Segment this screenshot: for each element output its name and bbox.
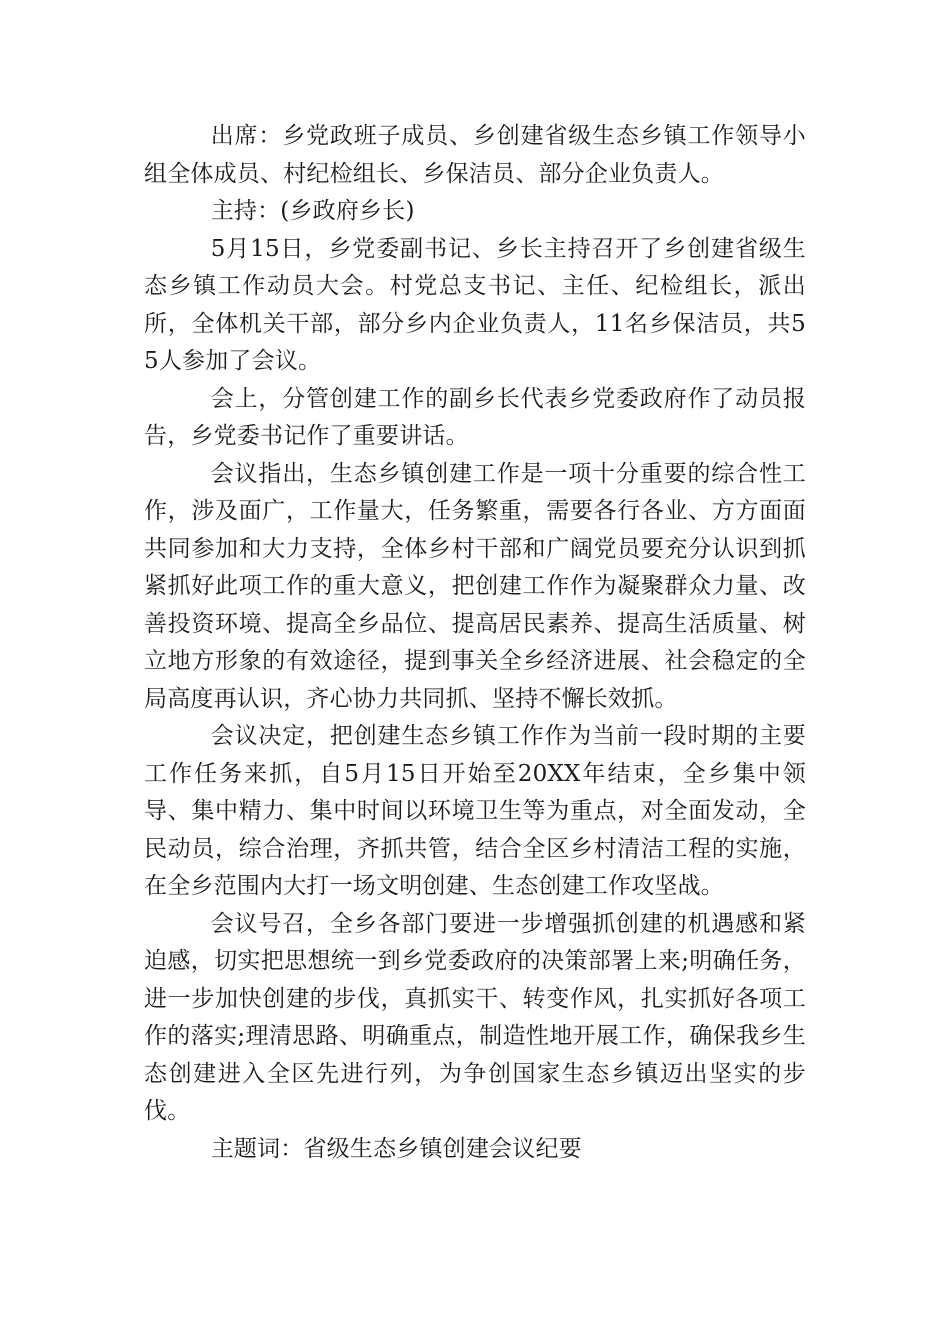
host-paragraph: 主持：(乡政府乡长) bbox=[210, 198, 415, 224]
meeting-decision-paragraph: 会议决定，把创建生态乡镇工作作为当前一段时期的主要工作任务来抓，自5月15日开始至20XX年结束，全乡集中领导、集中精力、集中时间以环境卫生等为重点，对全面发动，全民动员，综合治理，齐抓共管，结合全区乡村清洁工程的实施，在全乡范围内大打一场文明创建、生态创建工作攻坚战。 bbox=[144, 723, 806, 899]
document-page bbox=[144, 118, 806, 1168]
meeting-points-paragraph: 会议指出，生态乡镇创建工作是一项十分重要的综合性工作，涉及面广，工作量大，任务繁重，需要各行各业、方方面面共同参加和大力支持，全体乡村干部和广阔党员要充分认识到抓紧抓好此项工作的重大意义，把创建工作作为凝聚群众力量、改善投资环境、提高全乡品位、提高居民素养、提高生活质量、树立地方形象的有效途径，提到事关全乡经济进展、社会稳定的全局高度再认识，齐心协力共同抓、坚持不懈长效抓。 bbox=[144, 460, 806, 712]
meeting-intro-paragraph: 5月15日，乡党委副书记、乡长主持召开了乡创建省级生态乡镇工作动员大会。村党总支书记、主任、纪检组长，派出所，全体机关干部，部分乡内企业负责人，11名乡保洁员，共55人参加了会议。 bbox=[144, 235, 806, 374]
attendees-paragraph: 出席：乡党政班子成员、乡创建省级生态乡镇工作领导小组全体成员、村纪检组长、乡保洁员、部分企业负责人。 bbox=[144, 123, 806, 187]
meeting-call-paragraph: 会议号召，全乡各部门要进一步增强抓创建的机遇感和紧迫感，切实把思想统一到乡党委政府的决策部署上来;明确任务，进一步加快创建的步伐，真抓实干、转变作风，扎实抓好各项工作的落实;理清思路、明确重点，制造性地开展工作，确保我乡生态创建进入全区先进行列，为争创国家生态乡镇迈出坚实的步伐。 bbox=[144, 910, 806, 1124]
keywords-paragraph: 主题词：省级生态乡镇创建会议纪要 bbox=[210, 1135, 582, 1162]
report-paragraph: 会上，分管创建工作的副乡长代表乡党委政府作了动员报告，乡党委书记作了重要讲话。 bbox=[144, 385, 806, 449]
